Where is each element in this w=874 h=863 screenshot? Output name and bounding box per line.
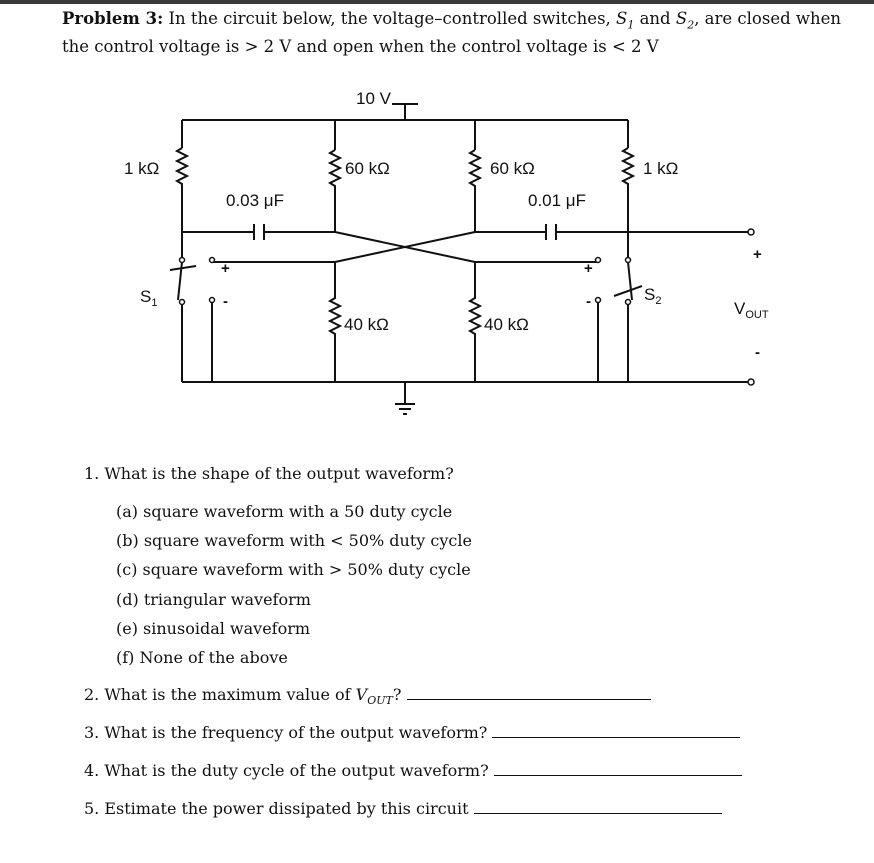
cap-left-label: 0.03 μF — [226, 191, 284, 210]
question-4: 4. What is the duty cycle of the output waveform? — [84, 761, 742, 781]
resistor-60k-left — [330, 150, 340, 232]
problem-statement — [62, 8, 862, 58]
cap-left-plates — [254, 224, 264, 240]
answer-blank-3[interactable] — [492, 735, 740, 738]
problem-text-2: , are closed when the control voltage is > 2 V and open when the control voltage is < 2 V — [62, 9, 842, 57]
resistor-1k-left — [177, 148, 187, 232]
s2-plus-sign: + — [584, 260, 593, 277]
s2-ctrl-plus — [596, 258, 601, 263]
vout-label: $V_{OUT}$ — [734, 299, 769, 321]
switch-s1-control — [170, 266, 196, 270]
s1-minus-sign: - — [223, 293, 228, 310]
r-top-mid-right-label: 60 kΩ — [490, 159, 535, 178]
problem-text-1: In the circuit below, the voltage–controlled switches, — [168, 9, 611, 28]
supply-terminal — [392, 104, 418, 120]
switch-s2-control — [614, 286, 642, 296]
r-bot-left-label: 40 kΩ — [344, 315, 389, 334]
s1-ctrl-plus — [210, 258, 215, 263]
ground-symbol — [395, 404, 415, 414]
s1-plus-sign: + — [221, 260, 230, 277]
s2-contact-bottom — [626, 300, 631, 305]
problem-label: Problem 3: — [62, 9, 164, 28]
question-2: 2. What is the maximum value of $V_{OUT}$? — [84, 685, 651, 711]
s1-contact-bottom — [180, 300, 185, 305]
option-b: (b) square waveform with < 50% duty cycle — [116, 531, 472, 550]
s2-contact-top — [626, 258, 631, 263]
s1-contact-top — [180, 258, 185, 263]
cap-right-plates — [546, 224, 556, 240]
vout-terminal-minus — [748, 379, 754, 385]
option-d: (d) triangular waveform — [116, 590, 311, 609]
resistor-60k-right — [470, 150, 480, 232]
s1-ctrl-minus — [210, 298, 215, 303]
option-a: (a) square waveform with a 50 duty cycle — [116, 502, 453, 521]
option-c: (c) square waveform with > 50% duty cycle — [116, 560, 471, 579]
vout-minus-sign: - — [755, 344, 760, 361]
s2-ctrl-minus — [596, 298, 601, 303]
s2-minus-sign: - — [586, 293, 591, 310]
s1-symbol: $S_1$ — [616, 9, 635, 32]
question-1: 1. What is the shape of the output waveform? — [84, 464, 454, 483]
s2-symbol: $S_2$ — [675, 9, 695, 32]
answer-blank-4[interactable] — [494, 773, 742, 776]
answer-blank-2[interactable] — [407, 697, 651, 700]
s2-label: $S_2$ — [644, 285, 662, 307]
s1-label: $S_1$ — [140, 287, 158, 309]
question-3: 3. What is the frequency of the output waveform? — [84, 723, 740, 743]
option-f: (f) None of the above — [116, 648, 288, 667]
resistor-40k-right — [470, 262, 480, 382]
vout-terminal-plus — [748, 229, 754, 235]
answer-blank-5[interactable] — [474, 811, 722, 814]
question-5: 5. Estimate the power dissipated by this circuit — [84, 799, 722, 819]
r-top-mid-left-label: 60 kΩ — [345, 159, 390, 178]
resistor-1k-right — [623, 148, 633, 232]
circuit-diagram — [0, 80, 874, 420]
and-word: and — [639, 9, 671, 28]
supply-label: 10 V — [356, 89, 391, 108]
top-border — [0, 0, 874, 4]
r-bot-right-label: 40 kΩ — [484, 315, 529, 334]
switch-s2-blade — [628, 262, 632, 300]
vout-symbol: $V_{OUT}$ — [355, 685, 393, 708]
vout-plus-sign: + — [753, 246, 762, 263]
cap-right-label: 0.01 μF — [528, 191, 586, 210]
resistor-40k-left — [330, 262, 340, 382]
r-left-label: 1 kΩ — [124, 159, 160, 178]
option-e: (e) sinusoidal waveform — [116, 619, 311, 638]
r-right-label: 1 kΩ — [643, 159, 679, 178]
